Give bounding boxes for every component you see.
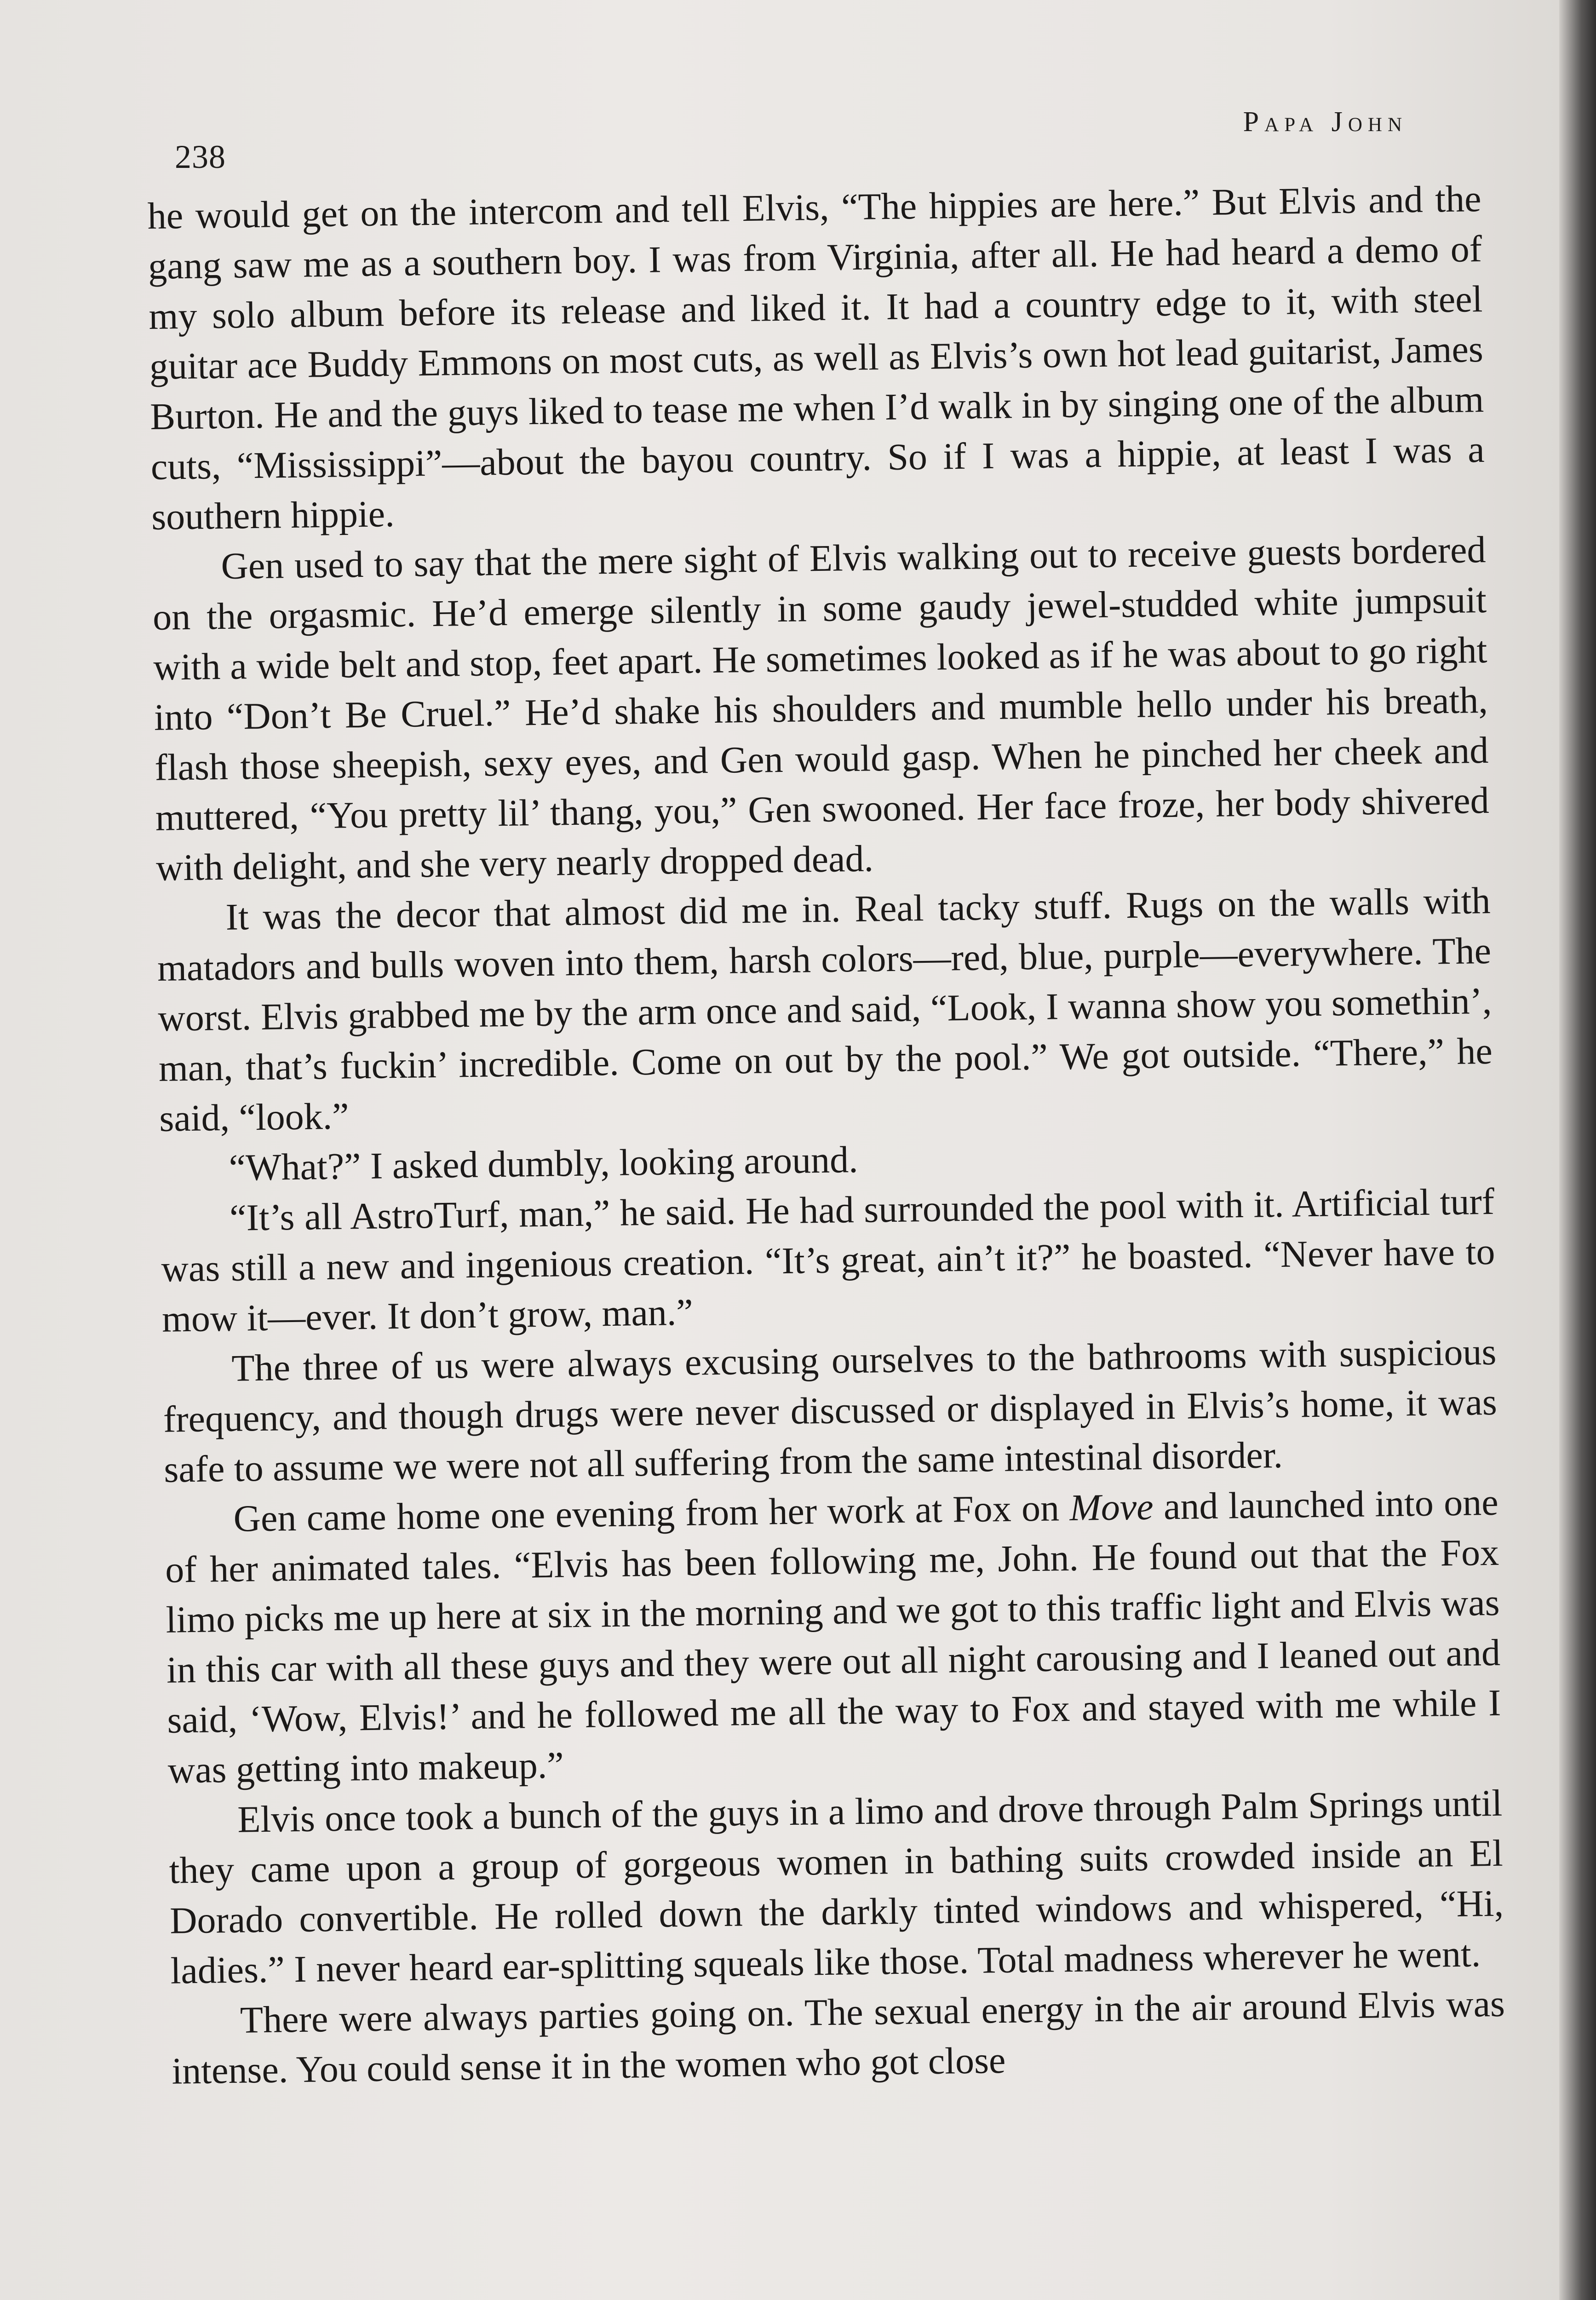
page-edge-shadow [1559,0,1596,2300]
paragraph: Elvis once took a bunch of the guys in a limo and drove through Palm Springs until they came upon a group of gorgeous women in bathing suits crowded inside an El Dorado convertible. He rolled down the darkly tinted windows and whispered, “Hi, ladies.” I never heard ear-splitting squeals like those. Total madness wherever he went. [169,1782,1504,1992]
paragraph: Gen used to say that the mere sight of Elvis walking out to receive guests bordered on the orgasmic. He’d emerge silently in some gaudy jewel-studded white jumpsuit with a wide belt and stop, feet apart. He sometimes looked as if he was about to go right into “Don’t Be Cruel.” He’d shake his shoulders and mumble hello under his breath, flash those sheepish, sexy eyes, and Gen would gasp. When he pinched her cheek and muttered, “You pretty lil’ thang, you,” Gen swooned. Her face froze, her body shivered with delight, and she very nearly dropped dead. [152,528,1490,889]
paragraph [164,1477,1502,1795]
running-head: Papa John [1243,106,1407,138]
paragraph-text: Gen came home one evening from her work at Fox on [233,1486,1070,1540]
paragraph: There were always parties going on. The sexual energy in the air around Elvis was intense. You could sense it in the women who got close [171,1982,1505,2092]
film-title: Move [1069,1485,1154,1529]
paragraph: It was the decor that almost did me in. Real tacky stuff. Rugs on the walls with matadors and bulls woven into them, harsh colors—red, blue, purple—everywhere. The worst. Elvis grabbed me by the arm once and said, “Look, I wanna show you somethin’, man, that’s fuckin’ incredible. Come on out by the pool.” We got outside. “There,” he said, “look.” [157,879,1493,1139]
paragraph: he would get on the intercom and tell Elvis, “The hippies are here.” But Elvis and the gang saw me as a southern boy. I was from Virginia, after all. He had heard a demo of my solo album before its release and liked it. It had a country edge to it, with steel guitar ace Buddy Emmons on most cuts, as well as Elvis’s own hot lead guitarist, James Burton. He and the guys liked to tease me when I’d walk in by singing one of the album cuts, “Mississippi”—about the bayou country. So if I was a hippie, at least I was a southern hippie. [147,178,1485,538]
paragraph: “It’s all AstroTurf, man,” he said. He had surrounded the pool with it. Artificial turf was still a new and ingenious creation. “It’s great, ain’t it?” he boasted. “Never have to mow it—ever. It don’t grow, man.” [161,1180,1496,1340]
paragraph: The three of us were always excusing ourselves to the bathrooms with suspicious frequency, and though drugs were never discussed or displayed in Elvis’s home, it was safe to assume we were not all suffering from the same intestinal disorder. [163,1330,1498,1490]
body-text [147,173,1506,2096]
paragraph: “What?” I asked dumbly, looking around. [229,1138,859,1189]
paragraph-text: and launched into one of her animated tales. “Elvis has been following me, John. He found out that the Fox limo picks me up here at six in the morning and we got to this traffic light and Elvis was in this car with all these guys and they were out all night carousing and I leaned out and said, ‘Wow, Elvis!’ and he followed me all the way to Fox and stayed with me while I was getting into makeup.” [165,1481,1501,1791]
page-number: 238 [175,138,226,175]
